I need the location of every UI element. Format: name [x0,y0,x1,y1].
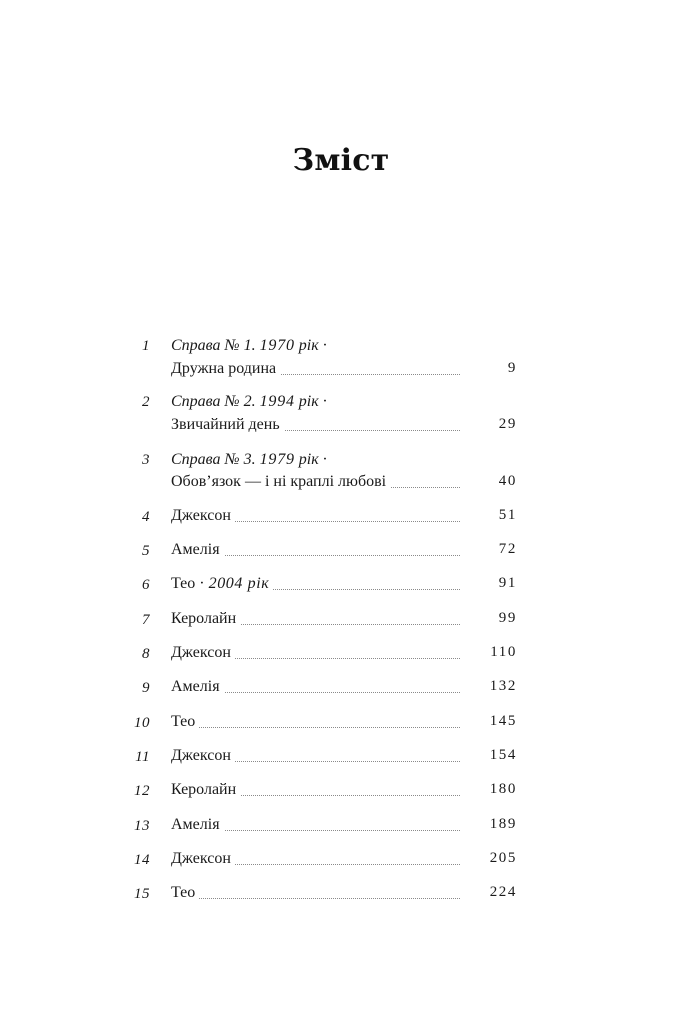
toc-row [171,575,517,597]
toc-row [171,747,517,769]
chapter-number: 5 [142,543,150,559]
page-number: 72 [498,541,517,557]
toc-row [171,473,517,495]
chapter-number: 13 [134,818,150,834]
page-title: Зміст [292,143,390,178]
toc-row [171,644,517,666]
toc-row [171,541,517,563]
toc-row [171,678,517,700]
chapter-number: 12 [134,783,150,799]
chapter-title: Тео [171,884,199,902]
toc-row [171,850,517,872]
chapter-subtitle: Справа № 3. 1979 рік · [171,451,327,468]
page-number: 99 [498,610,517,626]
chapter-number: 6 [142,577,150,593]
chapter-number: 14 [134,852,150,868]
chapter-title: Амелія [171,541,224,559]
page-number: 205 [489,850,517,866]
toc-row [171,816,517,838]
chapter-number: 15 [134,886,150,902]
toc-row [171,713,517,735]
chapter-title: Джексон [171,850,235,868]
chapter-number: 7 [142,612,150,628]
dot-leader [171,898,460,899]
chapter-title: Амелія [171,678,224,696]
chapter-subtitle: Справа № 1. 1970 рік · [171,337,327,354]
chapter-title: Джексон [171,507,235,525]
toc-row [171,781,517,803]
chapter-number: 9 [142,680,150,696]
page-number: 154 [489,747,517,763]
page-number: 51 [498,507,517,523]
chapter-title: Тео [171,713,199,731]
chapter-title: Керолайн [171,610,240,628]
chapter-number: 11 [135,749,150,765]
page-number: 9 [507,360,517,376]
chapter-title: Керолайн [171,781,240,799]
page-number: 29 [498,416,517,432]
toc-row [171,360,517,382]
chapter-number: 2 [142,394,150,410]
chapter-number: 10 [134,715,150,731]
toc-row [171,507,517,529]
chapter-subtitle: Справа № 2. 1994 рік · [171,393,327,410]
chapter-title: Звичайний день [171,416,284,434]
chapter-number: 4 [142,509,150,525]
page-number: 132 [489,678,517,694]
chapter-number: 8 [142,646,150,662]
page-number: 91 [498,575,517,591]
page-number: 180 [489,781,517,797]
chapter-title: Джексон [171,747,235,765]
chapter-title: Амелія [171,816,224,834]
dot-leader [171,727,460,728]
chapter-title: Дружна родина [171,360,280,378]
chapter-title: Джексон [171,644,235,662]
toc-row [171,884,517,906]
chapter-title: Тео · 2004 рік [171,575,273,593]
page-number: 145 [489,713,517,729]
chapter-title: Обов’язок — і ні краплі любові [171,473,390,491]
page-number: 189 [489,816,517,832]
toc-row [171,416,517,438]
page-number: 224 [489,884,517,900]
page-number: 110 [490,644,517,660]
chapter-number: 3 [142,452,150,468]
page-number: 40 [498,473,517,489]
toc-row [171,610,517,632]
chapter-number: 1 [142,338,150,354]
